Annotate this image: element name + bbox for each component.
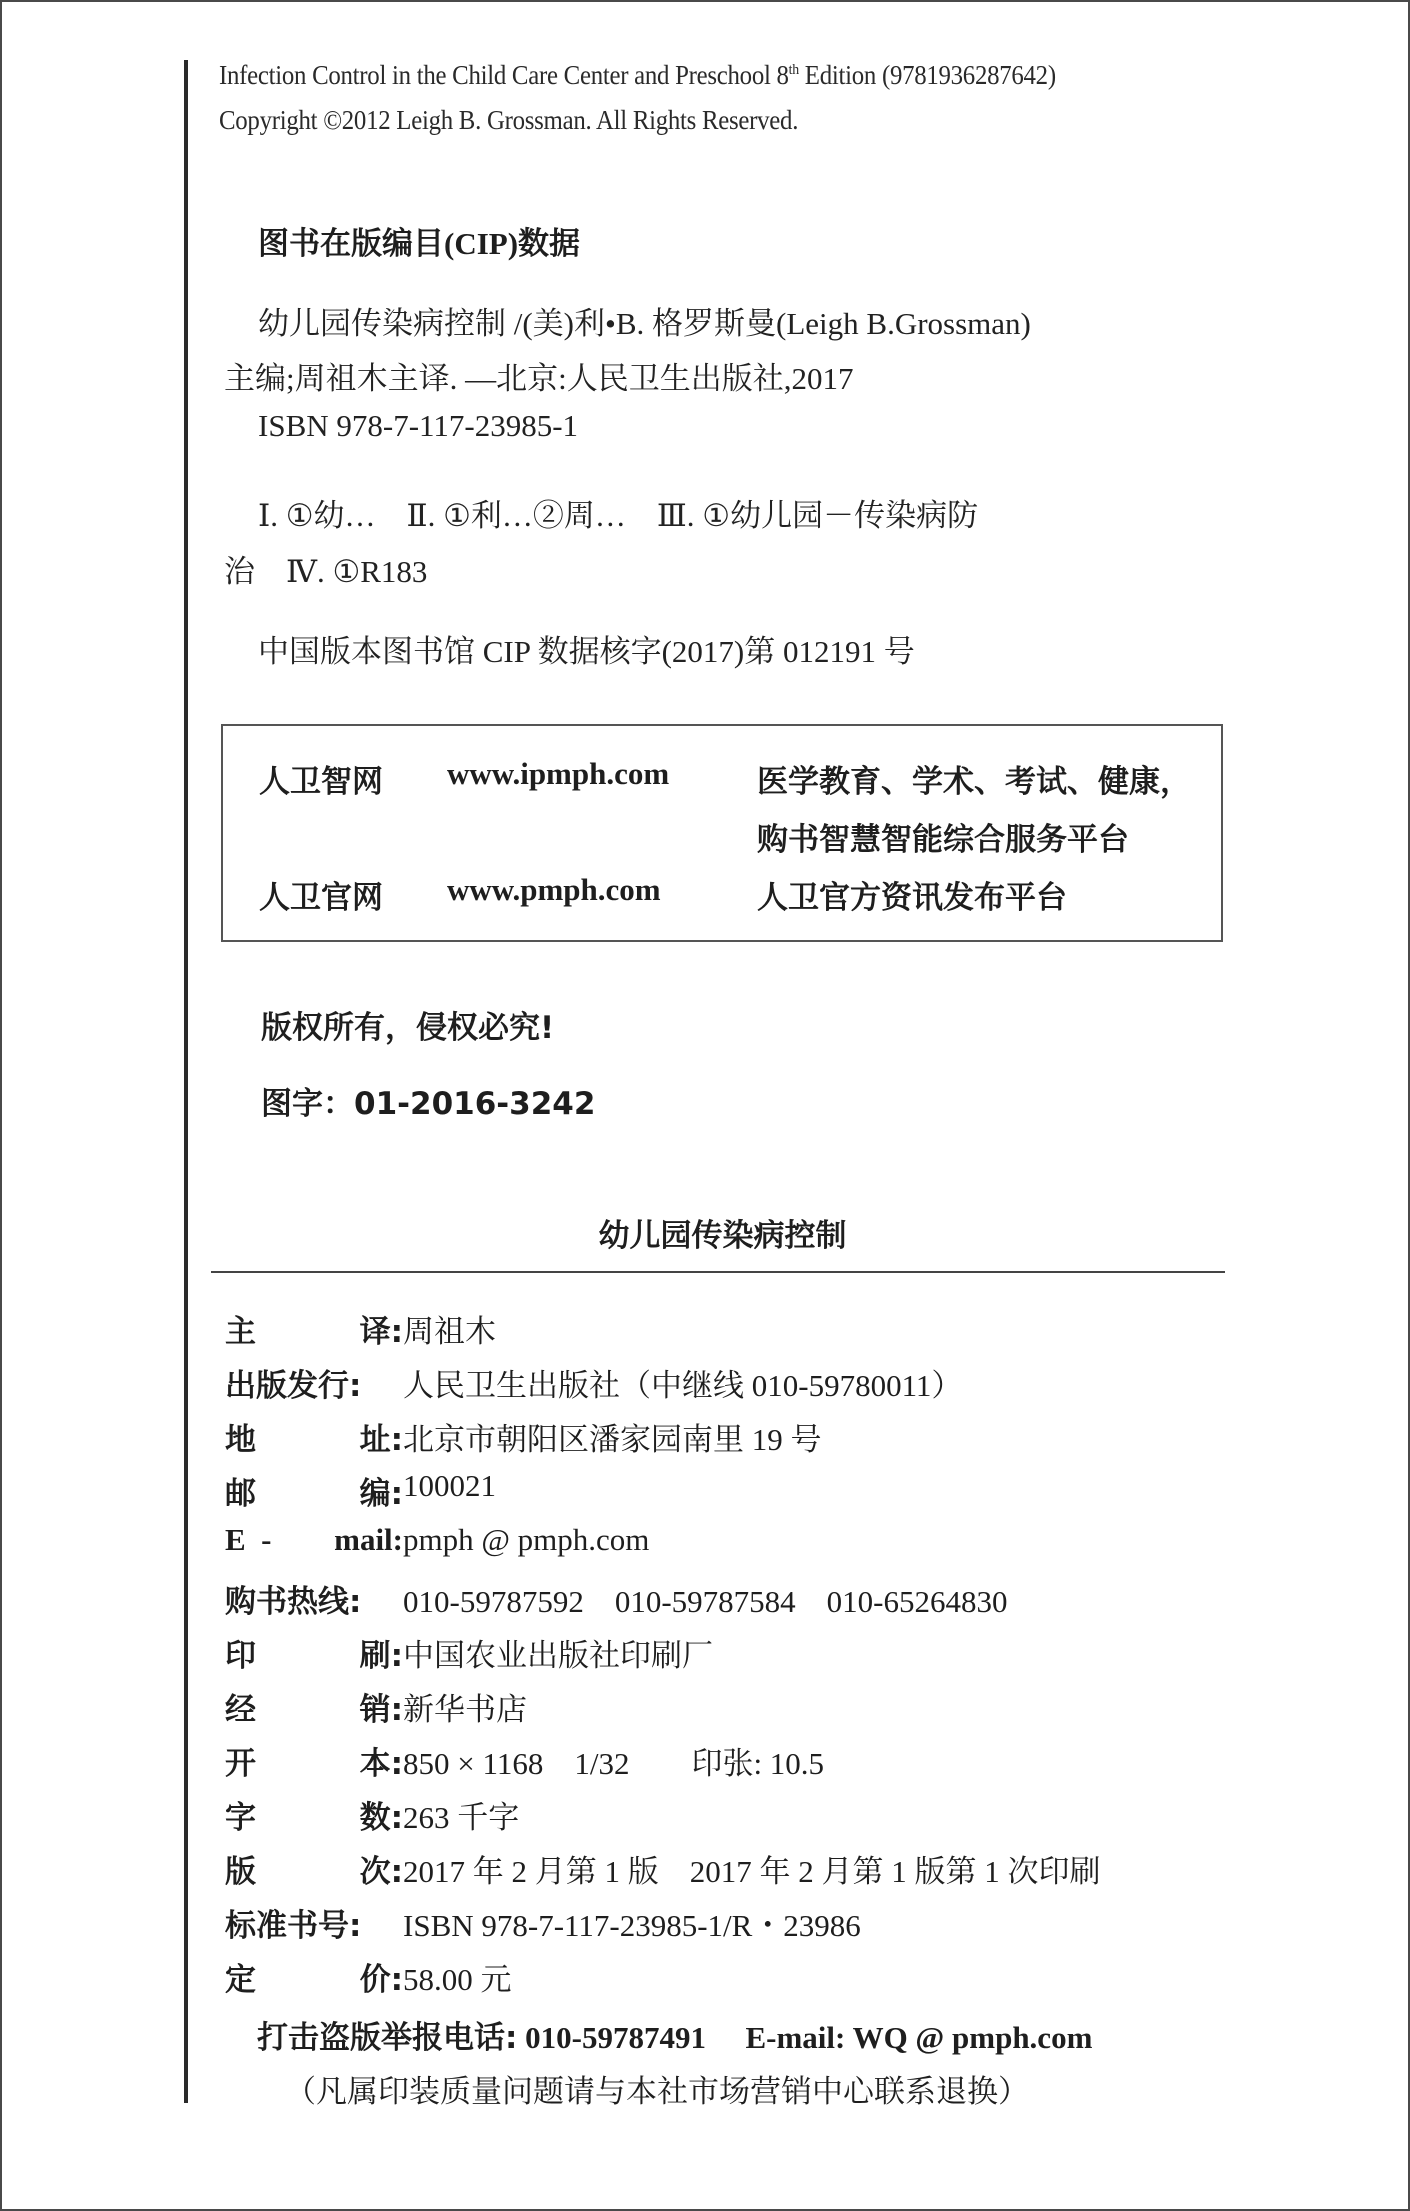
english-title-text: Infection Control in the Child Care Center and Preschool 8 [219, 60, 789, 90]
piracy-email[interactable]: WQ @ pmph.com [852, 2020, 1093, 2055]
left-margin-rule [184, 60, 188, 2103]
website-description: 医学教育、学术、考试、健康， [757, 764, 1191, 800]
cip-heading: 图书在版编目(CIP)数据 [258, 226, 581, 261]
website-description: 人卫官方资讯发布平台 [757, 880, 1067, 916]
info-value: 850 × 1168 1/32 印张: 10.5 [403, 1746, 825, 1781]
rights-notice: 版权所有，侵权必究! [261, 1010, 555, 1046]
website-url[interactable]: www.pmph.com [447, 872, 661, 907]
info-value: 中国农业出版社印刷厂 [403, 1638, 713, 1673]
cip-library-record: 中国版本图书馆 CIP 数据核字(2017)第 012191 号 [258, 634, 915, 669]
website-url[interactable]: www.ipmph.com [447, 756, 670, 791]
translation-permit: 图字：01-2016-3242 [261, 1086, 596, 1122]
cip-isbn: ISBN 978-7-117-23985-1 [258, 408, 579, 443]
website-description: 购书智慧智能综合服务平台 [757, 822, 1129, 858]
cip-classification-1: Ⅰ. ①幼… Ⅱ. ①利…②周… Ⅲ. ①幼儿园－传染病防 [258, 498, 979, 533]
cip-line-2: 主编;周祖木主译. —北京:人民卫生出版社,2017 [224, 361, 854, 396]
info-value: 北京市朝阳区潘家园南里 19 号 [403, 1422, 822, 1457]
info-value: 人民卫生出版社（中继线 010-59780011） [403, 1368, 963, 1403]
book-title: 幼儿园传染病控制 [598, 1218, 847, 1254]
piracy-label: 打击盗版举报电话: [257, 2020, 518, 2056]
cip-classification-2: 治 Ⅳ. ①R183 [224, 554, 428, 589]
info-value: 263 千字 [403, 1800, 520, 1835]
quality-notice: （凡属印装质量问题请与本社市场营销中心联系退换） [285, 2074, 1029, 2109]
info-value: 新华书店 [403, 1692, 527, 1727]
cip-line-1: 幼儿园传染病控制 /(美)利•B. 格罗斯曼(Leigh B.Grossman) [258, 306, 1031, 341]
info-value: 100021 [403, 1468, 496, 1503]
piracy-email-label: E-mail: [745, 2020, 846, 2055]
piracy-phone: 010-59787491 [525, 2020, 706, 2055]
website-name: 人卫官网 [259, 880, 383, 916]
edition-superscript: th [788, 62, 799, 78]
info-value: 010-59787592 010-59787584 010-65264830 [403, 1584, 1008, 1619]
info-value: 周祖木 [403, 1314, 496, 1349]
english-title-line [219, 60, 1056, 91]
english-edition-isbn: Edition (9781936287642) [798, 60, 1056, 90]
title-rule [211, 1271, 1225, 1273]
piracy-hotline [257, 2012, 1092, 2057]
info-value: ISBN 978-7-117-23985-1/R・23986 [403, 1908, 861, 1943]
info-value: 2017 年 2 月第 1 版 2017 年 2 月第 1 版第 1 次印刷 [403, 1854, 1101, 1889]
website-name: 人卫智网 [259, 764, 383, 800]
info-value[interactable]: pmph @ pmph.com [403, 1522, 650, 1557]
info-value: 58.00 元 [403, 1962, 512, 1997]
english-copyright-line: Copyright ©2012 Leigh B. Grossman. All Rights Reserved. [219, 105, 799, 135]
websites-box [221, 724, 1223, 942]
